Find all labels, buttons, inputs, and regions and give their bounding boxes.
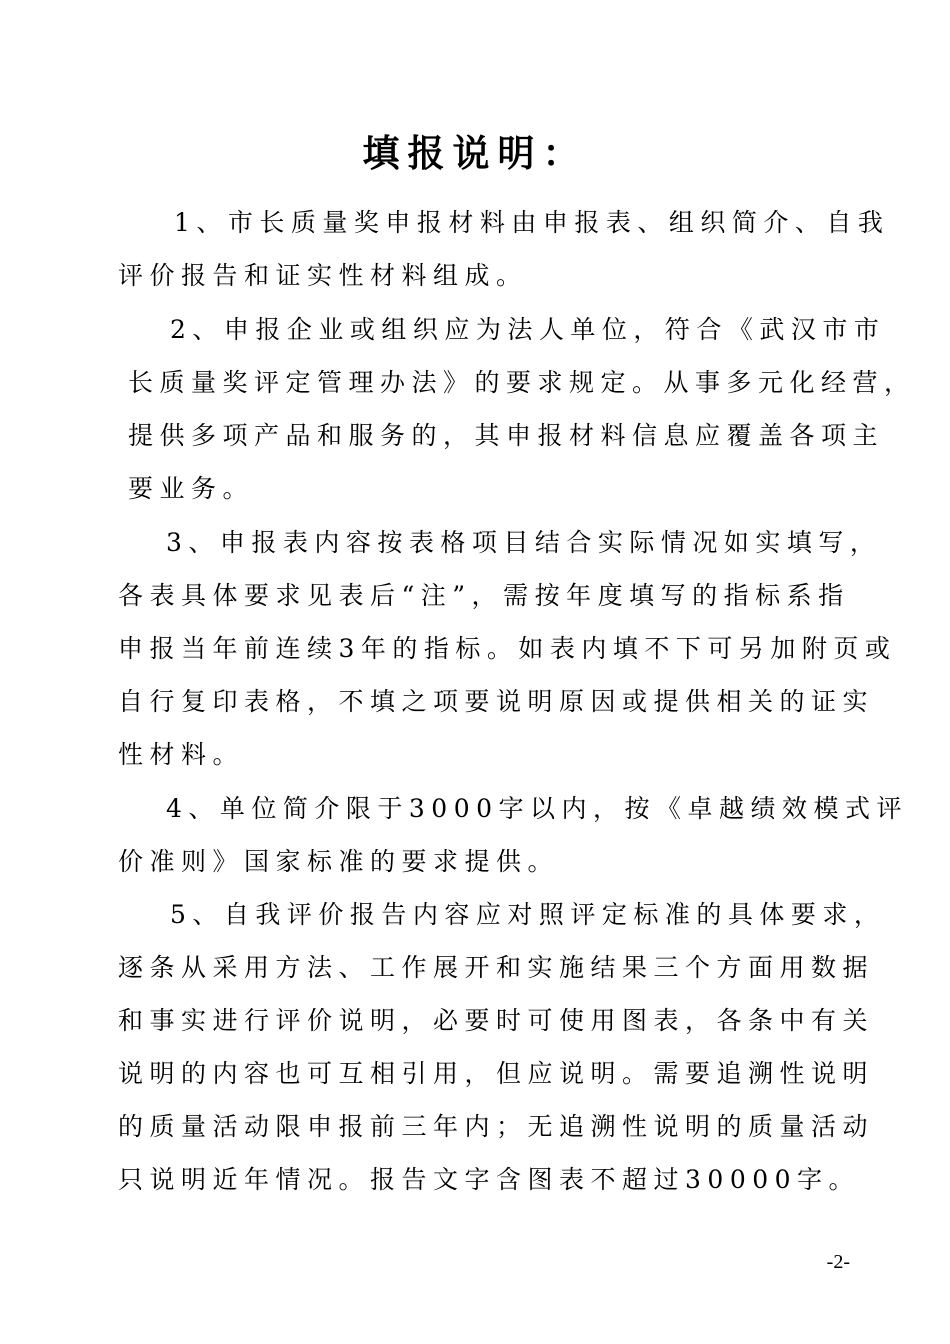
- paragraph-line: 要业务。: [128, 474, 255, 503]
- paragraph-line: 5、自我评价报告内容应对照评定标准的具体要求，: [170, 900, 886, 929]
- paragraph-line: 逐条从采用方法、工作展开和实施结果三个方面用数据: [118, 953, 875, 982]
- paragraph-line: 说明的内容也可互相引用，但应说明。需要追溯性说明: [118, 1059, 875, 1088]
- paragraph-line: 价准则》国家标准的要求提供。: [118, 847, 560, 876]
- paragraph-line: 4、单位简介限于3000字以内，按《卓越绩效模式评: [166, 794, 909, 823]
- paragraph-line: 1、市长质量奖申报材料由申报表、组织简介、自我: [174, 208, 890, 237]
- paragraph-2: [128, 303, 916, 515]
- paragraph-1: [118, 196, 889, 302]
- paragraph-line: 2、申报企业或组织应为法人单位，符合《武汉市市: [170, 315, 886, 344]
- paragraph-line: 的质量活动限申报前三年内；无追溯性说明的质量活动: [118, 1112, 875, 1141]
- paragraph-line: 和事实进行评价说明，必要时可使用图表，各条中有关: [118, 1006, 875, 1035]
- paragraph-line: 申报当年前连续3年的指标。如表内填不下可另加附页或: [118, 634, 897, 663]
- paragraph-5: [118, 888, 885, 1206]
- paragraph-line: 自行复印表格，不填之项要说明原因或提供相关的证实: [118, 687, 875, 716]
- page-number: -2-: [826, 1251, 850, 1273]
- paragraph-line: 各表具体要求见表后“注”，需按年度填写的指标系指: [118, 581, 850, 610]
- paragraph-line: 提供多项产品和服务的，其申报材料信息应覆盖各项主: [128, 421, 885, 450]
- paragraph-4: [118, 782, 908, 888]
- paragraph-line: 长质量奖评定管理办法》的要求规定。从事多元化经营，: [128, 368, 916, 397]
- paragraph-line: 性材料。: [118, 740, 245, 769]
- paragraph-line: 只说明近年情况。报告文字含图表不超过30000字。: [118, 1165, 861, 1194]
- paragraph-3: [118, 516, 896, 781]
- page-title: 填报说明：: [362, 131, 588, 175]
- paragraph-line: 评价报告和证实性材料组成。: [118, 261, 528, 290]
- paragraph-line: 3、申报表内容按表格项目结合实际情况如实填写，: [166, 528, 882, 557]
